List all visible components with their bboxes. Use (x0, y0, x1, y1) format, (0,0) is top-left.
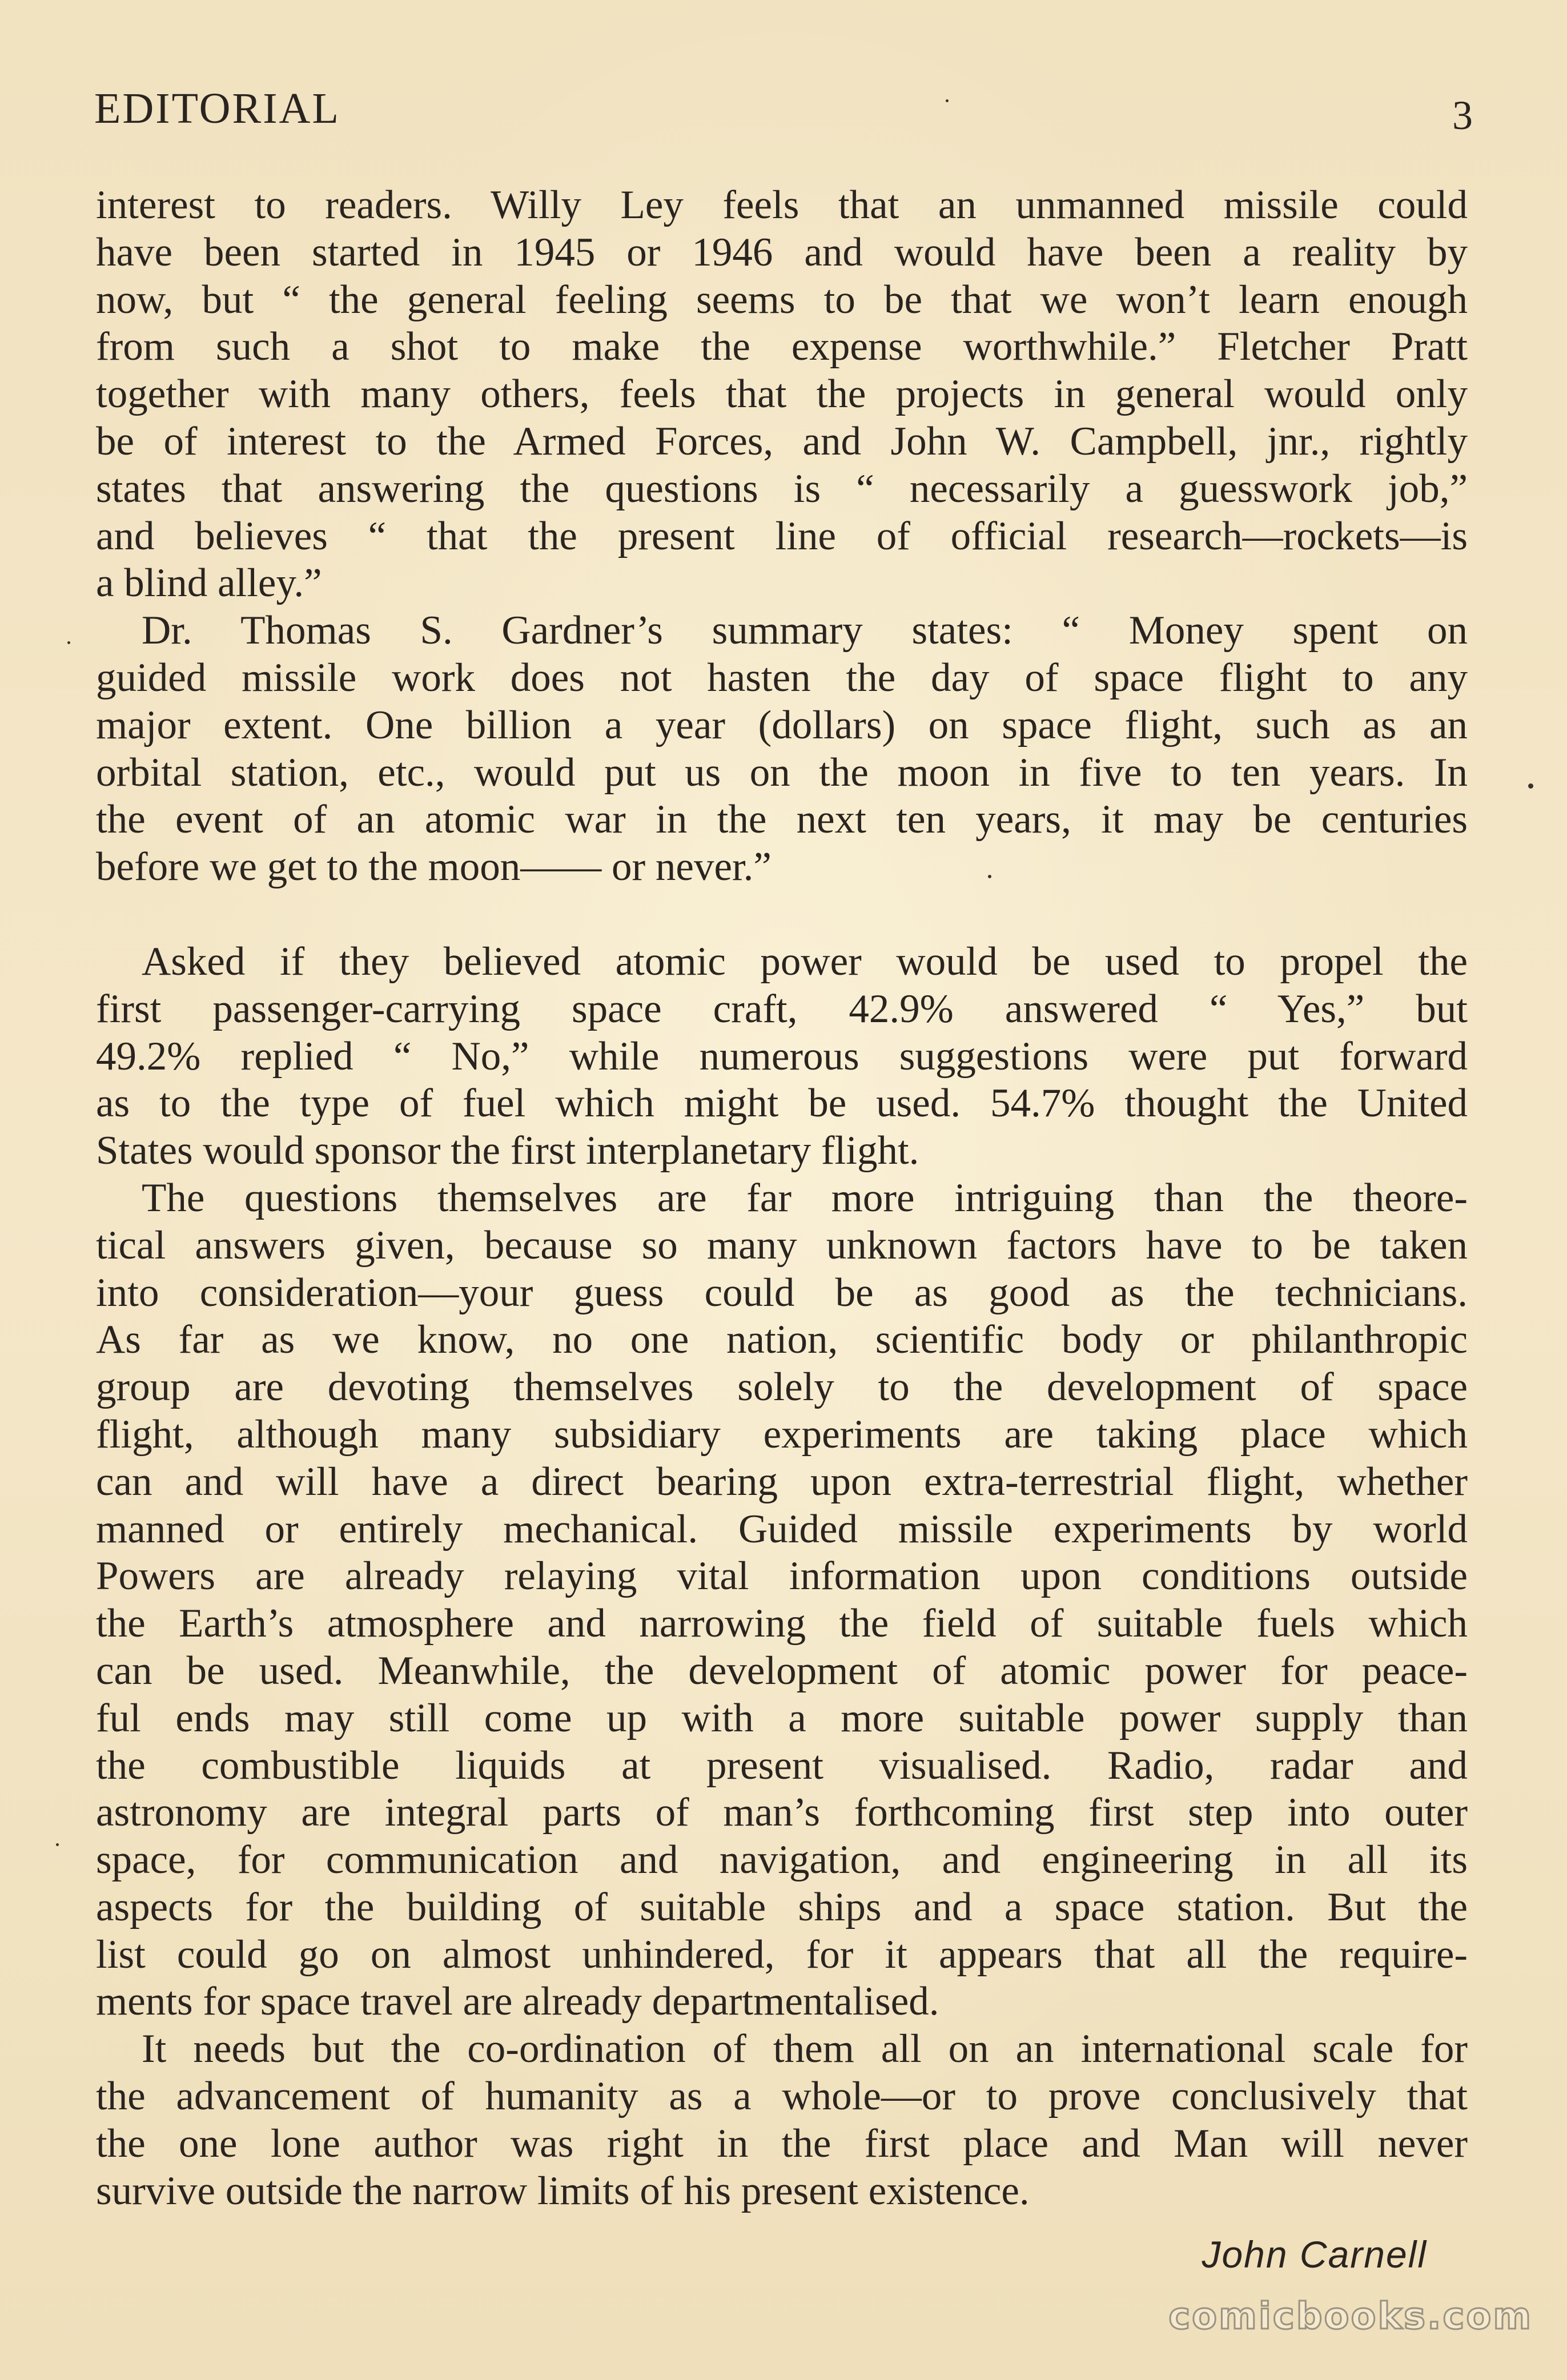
running-head: EDITORIAL (94, 85, 340, 132)
text-line: have been started in 1945 or 1946 and would have been a reality by (96, 230, 1468, 275)
text-line: ments for space travel are already departmentalised. (96, 1979, 939, 2024)
text-line: the combustible liquids at present visualised. Radio, radar and (96, 1743, 1468, 1788)
text-line: interest to readers. Willy Ley feels that an unmanned missile could (96, 183, 1468, 227)
text-line: a blind alley.” (96, 561, 322, 606)
text-line: space, for communication and navigation, and engineering in all its (96, 1838, 1468, 1883)
text-line: the one lone author was right in the first place and Man will never (96, 2121, 1468, 2166)
paper-speck (1528, 783, 1533, 789)
paper-speck (988, 875, 991, 878)
text-line: the Earth’s atmosphere and narrowing the field of suitable fuels which (96, 1601, 1468, 1646)
paper-speck (946, 99, 949, 102)
text-line: The questions themselves are far more intriguing than the theore- (142, 1175, 1468, 1220)
text-line: into consideration—your guess could be as good as the technicians. (96, 1270, 1468, 1315)
text-line: together with many others, feels that the projects in general would only (96, 372, 1468, 417)
text-line: Asked if they believed atomic power would be used to propel the (142, 939, 1468, 984)
text-line: tical answers given, because so many unknown factors have to be taken (96, 1223, 1468, 1268)
text-line: ful ends may still come up with a more suitable power supply than (96, 1695, 1468, 1740)
page-number: 3 (1452, 93, 1473, 138)
text-line: survive outside the narrow limits of his present existence. (96, 2168, 1030, 2213)
paragraph-gap (96, 891, 1468, 938)
text-line: states that answering the questions is “ necessarily a guesswork job,” (96, 466, 1468, 511)
author-signature: John Carnell (1202, 2233, 1427, 2276)
text-line: aspects for the building of suitable ships and a space station. But the (96, 1884, 1468, 1929)
page-header (94, 77, 1473, 140)
text-line: flight, although many subsidiary experiments are taking place which (96, 1412, 1468, 1457)
text-line: the advancement of humanity as a whole—or to prove conclusively that (96, 2074, 1468, 2119)
text-line: It needs but the co-ordination of them all on an international scale for (142, 2027, 1468, 2072)
text-line: first passenger-carrying space craft, 42.9% answered “ Yes,” but (96, 986, 1468, 1031)
text-line: be of interest to the Armed Forces, and John W. Campbell, jnr., rightly (96, 419, 1468, 464)
text-line: can and will have a direct bearing upon extra-terrestrial flight, whether (96, 1459, 1468, 1504)
text-line: astronomy are integral parts of man’s forthcoming first step into outer (96, 1790, 1468, 1835)
text-line: can be used. Meanwhile, the development of atomic power for peace- (96, 1648, 1468, 1693)
paper-speck (56, 1843, 59, 1846)
editorial-body-text (96, 182, 1468, 2214)
text-line: group are devoting themselves solely to the development of space (96, 1365, 1468, 1410)
text-line: before we get to the moon—— or never.” (96, 845, 772, 890)
text-line: 49.2% replied “ No,” while numerous suggestions were put forward (96, 1034, 1468, 1079)
text-line: States would sponsor the first interplanetary flight. (96, 1128, 919, 1173)
text-line: list could go on almost unhindered, for it appears that all the require- (96, 1932, 1468, 1977)
text-line: As far as we know, no one nation, scientific body or philanthropic (96, 1317, 1468, 1362)
text-line: manned or entirely mechanical. Guided missile experiments by world (96, 1506, 1468, 1551)
watermark: comicbooks.com (1168, 2295, 1533, 2338)
text-line: Dr. Thomas S. Gardner’s summary states: “ Money spent on (142, 608, 1468, 653)
text-line: and believes “ that the present line of official research—rockets—is (96, 513, 1468, 558)
text-line: Powers are already relaying vital information upon conditions outside (96, 1554, 1468, 1599)
text-line: from such a shot to make the expense worthwhile.” Fletcher Pratt (96, 324, 1468, 369)
text-line: the event of an atomic war in the next ten years, it may be centuries (96, 797, 1468, 842)
text-line: as to the type of fuel which might be used. 54.7% thought the United (96, 1081, 1468, 1126)
text-line: major extent. One billion a year (dollars) on space flight, such as an (96, 702, 1468, 747)
paper-speck (67, 641, 70, 644)
text-line: now, but “ the general feeling seems to be that we won’t learn enough (96, 277, 1468, 322)
text-line: orbital station, etc., would put us on the moon in five to ten years. In (96, 750, 1468, 795)
text-line: guided missile work does not hasten the day of space flight to any (96, 655, 1468, 700)
